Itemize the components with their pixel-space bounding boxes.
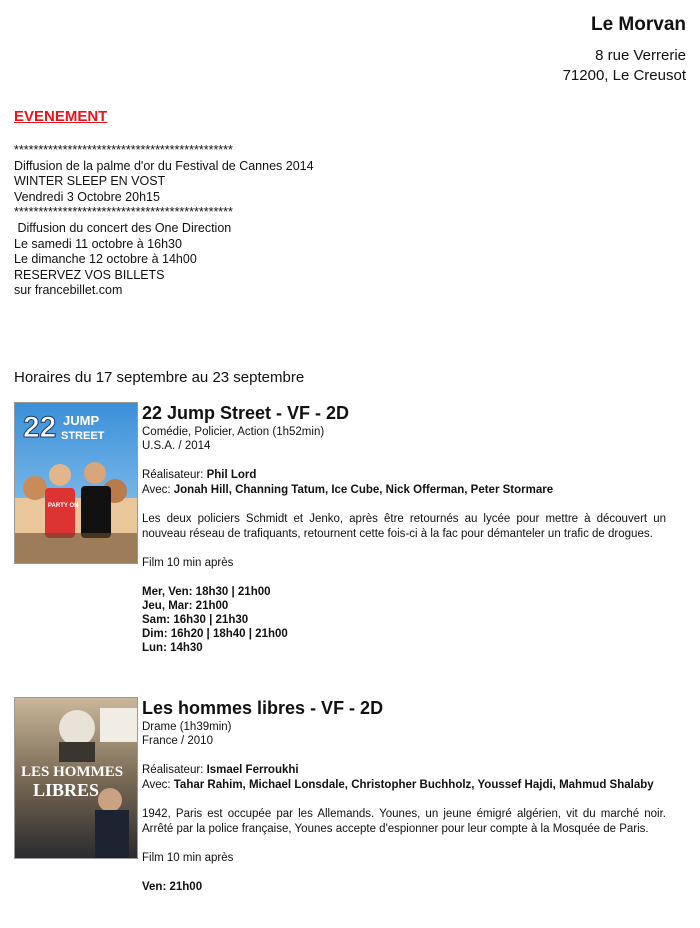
- event-line: *********************************************: [14, 205, 233, 220]
- event-announcements: [14, 143, 314, 299]
- cast-names: Tahar Rahim, Michael Lonsdale, Christopher Buchholz, Youssef Hajdi, Mahmud Shalaby: [173, 779, 654, 791]
- event-line: sur francebillet.com: [14, 283, 123, 298]
- movie-poster: [14, 402, 138, 564]
- cast-line: [142, 778, 666, 793]
- address-line-1: 8 rue Verrerie: [595, 47, 686, 64]
- director-label: Réalisateur:: [142, 469, 207, 481]
- event-line: Le dimanche 12 octobre à 14h00: [14, 252, 197, 267]
- movie-genre: Comédie, Policier, Action (1h52min): [142, 426, 325, 438]
- event-line: Le samedi 11 octobre à 16h30: [14, 236, 182, 251]
- address-line-2: 71200, Le Creusot: [562, 67, 686, 84]
- movie-info: [142, 402, 666, 655]
- event-title: EVENEMENT: [14, 108, 108, 125]
- schedule-heading: Horaires du 17 septembre au 23 septembre: [14, 369, 305, 386]
- cinema-name: Le Morvan: [590, 14, 686, 35]
- movie-country-year: U.S.A. / 2014: [142, 440, 211, 452]
- movie-info: [142, 697, 666, 894]
- cinema-header: [563, 14, 686, 86]
- movie-country-year: France / 2010: [142, 735, 213, 747]
- event-line: WINTER SLEEP EN VOST: [14, 174, 166, 189]
- movie-credits: [142, 468, 666, 498]
- showtimes: [142, 585, 666, 655]
- movie-title: 22 Jump Street - VF - 2D: [142, 403, 350, 423]
- film-after-note: Film 10 min après: [142, 557, 234, 569]
- movie-genre: Drame (1h39min): [142, 721, 232, 733]
- cast-label: Avec:: [142, 484, 174, 496]
- event-line: RESERVEZ VOS BILLETS: [14, 267, 165, 282]
- showtime-line: Ven: 21h00: [142, 881, 203, 893]
- showtime-line: Jeu, Mar: 21h00: [142, 600, 229, 612]
- event-line: Vendredi 3 Octobre 20h15: [14, 189, 160, 204]
- movie-credits: [142, 763, 666, 793]
- movie-synopsis: Les deux policiers Schmidt et Jenko, après être retournés au lycée pour mettre à découvert un nouveau réseau de trafiquants, retournent cette fois-ci à la fac pour démanteler un trafic de drogues.: [142, 513, 666, 540]
- poster-word: STREET: [61, 430, 105, 442]
- event-line: Diffusion de la palme d'or du Festival de Cannes 2014: [14, 158, 314, 173]
- film-after-note: Film 10 min après: [142, 852, 234, 864]
- showtime-line: Sam: 16h30 | 21h30: [142, 614, 249, 626]
- poster-word: JUMP: [63, 413, 100, 428]
- movie-title: Les hommes libres - VF - 2D: [142, 698, 384, 718]
- director-label: Réalisateur:: [142, 764, 207, 776]
- showtime-line: Mer, Ven: 18h30 | 21h00: [142, 586, 271, 598]
- poster-title: LIBRES: [33, 780, 100, 800]
- poster-title: LES HOMMES: [21, 764, 124, 780]
- movie-synopsis: 1942, Paris est occupée par les Allemands. Younes, un jeune émigré algérien, vit du marché noir. Arrêté par la police française, Younes accepte d'espionner pour leur compte à la Mosquée de Paris.: [142, 808, 666, 835]
- event-line: *********************************************: [14, 143, 233, 157]
- poster-shirt-text: PARTY ON: [48, 503, 79, 509]
- cast-names: Jonah Hill, Channing Tatum, Ice Cube, Nick Offerman, Peter Stormare: [173, 484, 554, 496]
- cast-line: [142, 483, 666, 498]
- director-line: [142, 468, 666, 483]
- cast-label: Avec:: [142, 779, 174, 791]
- director-name: Ismael Ferroukhi: [206, 764, 299, 776]
- showtime-line: Lun: 14h30: [142, 642, 203, 654]
- showtime-line: Dim: 16h20 | 18h40 | 21h00: [142, 628, 288, 640]
- director-name: Phil Lord: [206, 469, 257, 481]
- poster-number: 22: [23, 411, 57, 444]
- showtimes: [142, 880, 666, 894]
- movie-poster: [14, 697, 138, 859]
- event-line: Diffusion du concert des One Direction: [14, 220, 232, 235]
- director-line: [142, 763, 666, 778]
